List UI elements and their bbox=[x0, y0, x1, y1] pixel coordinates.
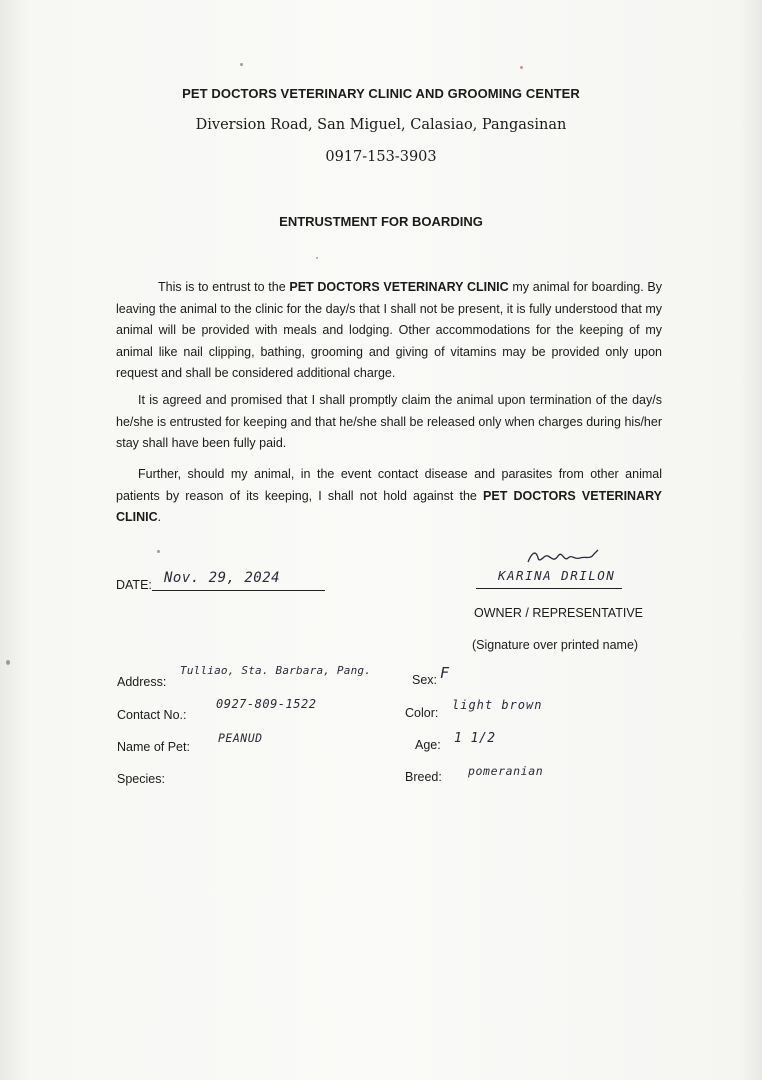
paragraph-text: . bbox=[157, 510, 162, 524]
date-label: DATE: bbox=[116, 578, 152, 592]
paragraph-text: This is to entrust to the bbox=[158, 280, 290, 294]
paragraph-text: It is agreed and promised that I shall promptly claim the animal upon termination of the day/s he/she is entrusted for keeping and that he/she shall be released only when charges during his/her stay shall have been fully paid. bbox=[116, 393, 662, 450]
breed-value: pomeranian bbox=[468, 764, 544, 778]
age-value: 1 1/2 bbox=[454, 731, 496, 746]
age-label: Age: bbox=[415, 738, 441, 752]
address-label: Address: bbox=[117, 675, 167, 689]
printed-name: KARINA DRILON bbox=[498, 568, 616, 583]
clinic-address: Diversion Road, San Miguel, Calasiao, Pangasinan bbox=[195, 117, 567, 133]
paragraph-agreement bbox=[116, 390, 662, 455]
pet-name-label: Name of Pet: bbox=[117, 740, 190, 754]
sex-label: Sex: bbox=[412, 673, 438, 687]
paragraph-liability bbox=[116, 464, 662, 529]
signature-underline bbox=[476, 588, 622, 589]
species-label: Species: bbox=[117, 772, 165, 786]
clinic-phone: 0917-153-3903 bbox=[325, 149, 437, 165]
clinic-name: PET DOCTORS VETERINARY CLINIC AND GROOMING CENTER bbox=[182, 86, 580, 101]
paragraph-entrust bbox=[116, 277, 662, 385]
scan-speck bbox=[520, 66, 523, 69]
paragraph-text: Further, should my animal, in the event contact disease and parasites from other animal patients by reason of its keeping, I shall not hold against the bbox=[116, 467, 662, 503]
paragraph-text: my animal for boarding. By leaving the animal to the clinic for the day/s that I shall not be present, it is fully understood that my animal will be provided with meals and lodging. Other accommodations for the keeping of my animal like nail clipping, bathing, grooming and giving of vitamins may be provided only upon request and shall be considered additional charge. bbox=[116, 280, 663, 380]
contact-value: 0927-809-1522 bbox=[216, 697, 317, 711]
clinic-name-bold: PET DOCTORS VETERINARY CLINIC bbox=[116, 488, 662, 524]
scan-speck bbox=[240, 63, 243, 66]
date-underline bbox=[152, 590, 325, 591]
sex-value: F bbox=[440, 664, 450, 682]
scan-speck bbox=[316, 257, 318, 259]
scan-speck bbox=[6, 660, 10, 665]
scan-speck bbox=[157, 550, 160, 553]
contact-label: Contact No.: bbox=[117, 708, 187, 722]
clinic-name-bold: PET DOCTORS VETERINARY CLINIC bbox=[289, 280, 509, 294]
handwritten-signature bbox=[524, 546, 602, 568]
signature-note: (Signature over printed name) bbox=[472, 638, 639, 652]
owner-label: OWNER / REPRESENTATIVE bbox=[474, 606, 644, 620]
address-value: Tulliao, Sta. Barbara, Pang. bbox=[180, 664, 372, 677]
pet-name-value: PEANUD bbox=[218, 731, 263, 745]
breed-label: Breed: bbox=[405, 770, 442, 784]
color-value: light brown bbox=[452, 698, 543, 712]
color-label: Color: bbox=[405, 706, 439, 720]
date-value: Nov. 29, 2024 bbox=[164, 570, 281, 586]
document-title: ENTRUSTMENT FOR BOARDING bbox=[279, 214, 483, 229]
